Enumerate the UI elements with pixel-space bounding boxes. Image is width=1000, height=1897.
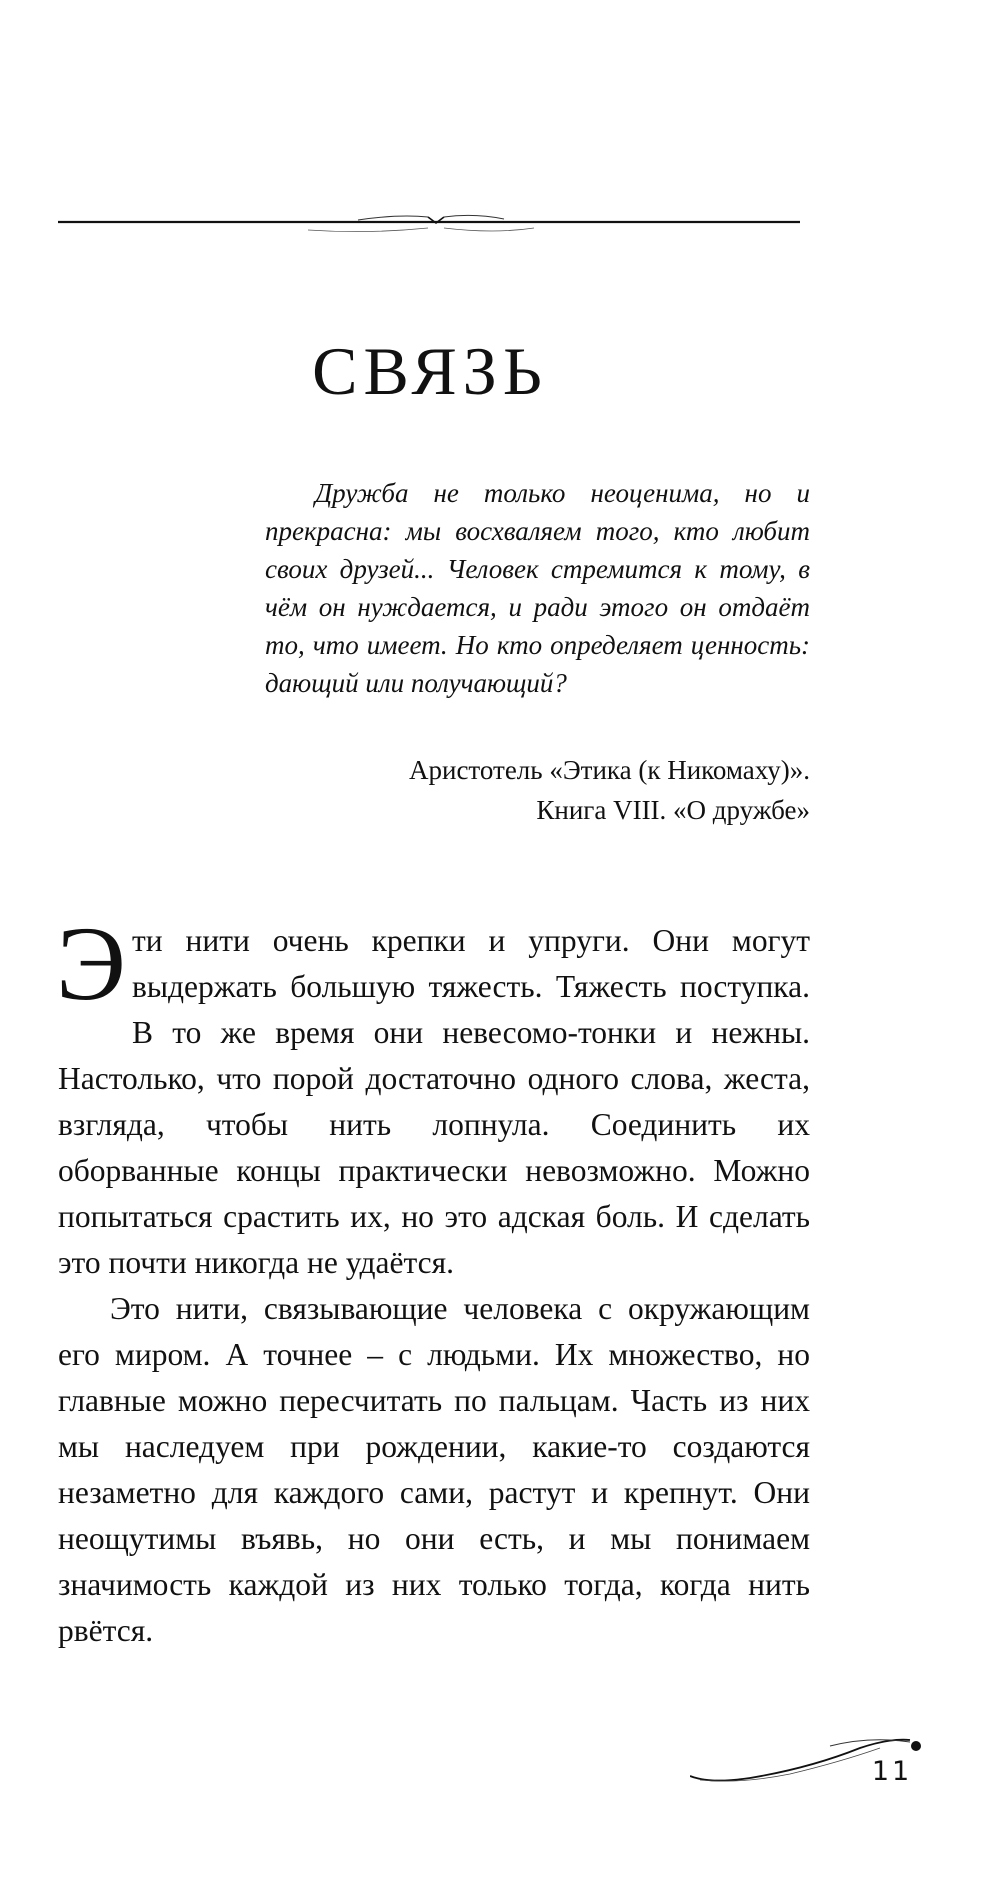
attribution-line-2: Книга VIII. «О дружбе»	[536, 795, 810, 825]
paragraph-2: Это нити, связывающие человека с окружающим его миром. А точнее – с людьми. Их множество, но главные можно пересчитать по пальцам. Часть из них мы наследуем при рождении, какие-то создаются незаметно для каждого сами, растут и крепнут. Они неощутимы въявь, но они есть, и мы понимаем значимость каждой из них только тогда, когда нить рвётся.	[58, 1291, 810, 1648]
chapter-top-rule-ornament	[58, 202, 800, 242]
body-text	[56, 905, 810, 1654]
epigraph-attribution	[265, 750, 810, 830]
paragraph-1	[56, 905, 810, 1286]
paragraph-1-text: ти нити очень крепки и упруги. Они могут выдержать большую тяжесть. Тяжесть поступка. В то же время они невесомо-тонки и нежны. Настолько, что порой достаточно одного слова, жеста, взгляда, чтобы нить лопнула. Соединить их оборванные концы практически невозможно. Можно попытаться срастить их, но это адская боль. И сделать это почти никогда не удаётся.	[58, 923, 810, 1280]
epigraph	[265, 474, 810, 702]
chapter-title: СВЯЗЬ	[312, 333, 548, 409]
drop-cap: Э	[56, 905, 126, 1022]
page-number: 11	[871, 1756, 913, 1787]
epigraph-text: Дружба не только неоценима, но и прекрасна: мы восхваляем того, кто любит своих друзей... Человек стремится к тому, в чём он нуждается, и ради этого он отдаёт то, что имеет. Но кто определяет ценность: дающий или получающий?	[265, 478, 810, 698]
attribution-line-1: Аристотель «Этика (к Никомаху)».	[409, 755, 810, 785]
